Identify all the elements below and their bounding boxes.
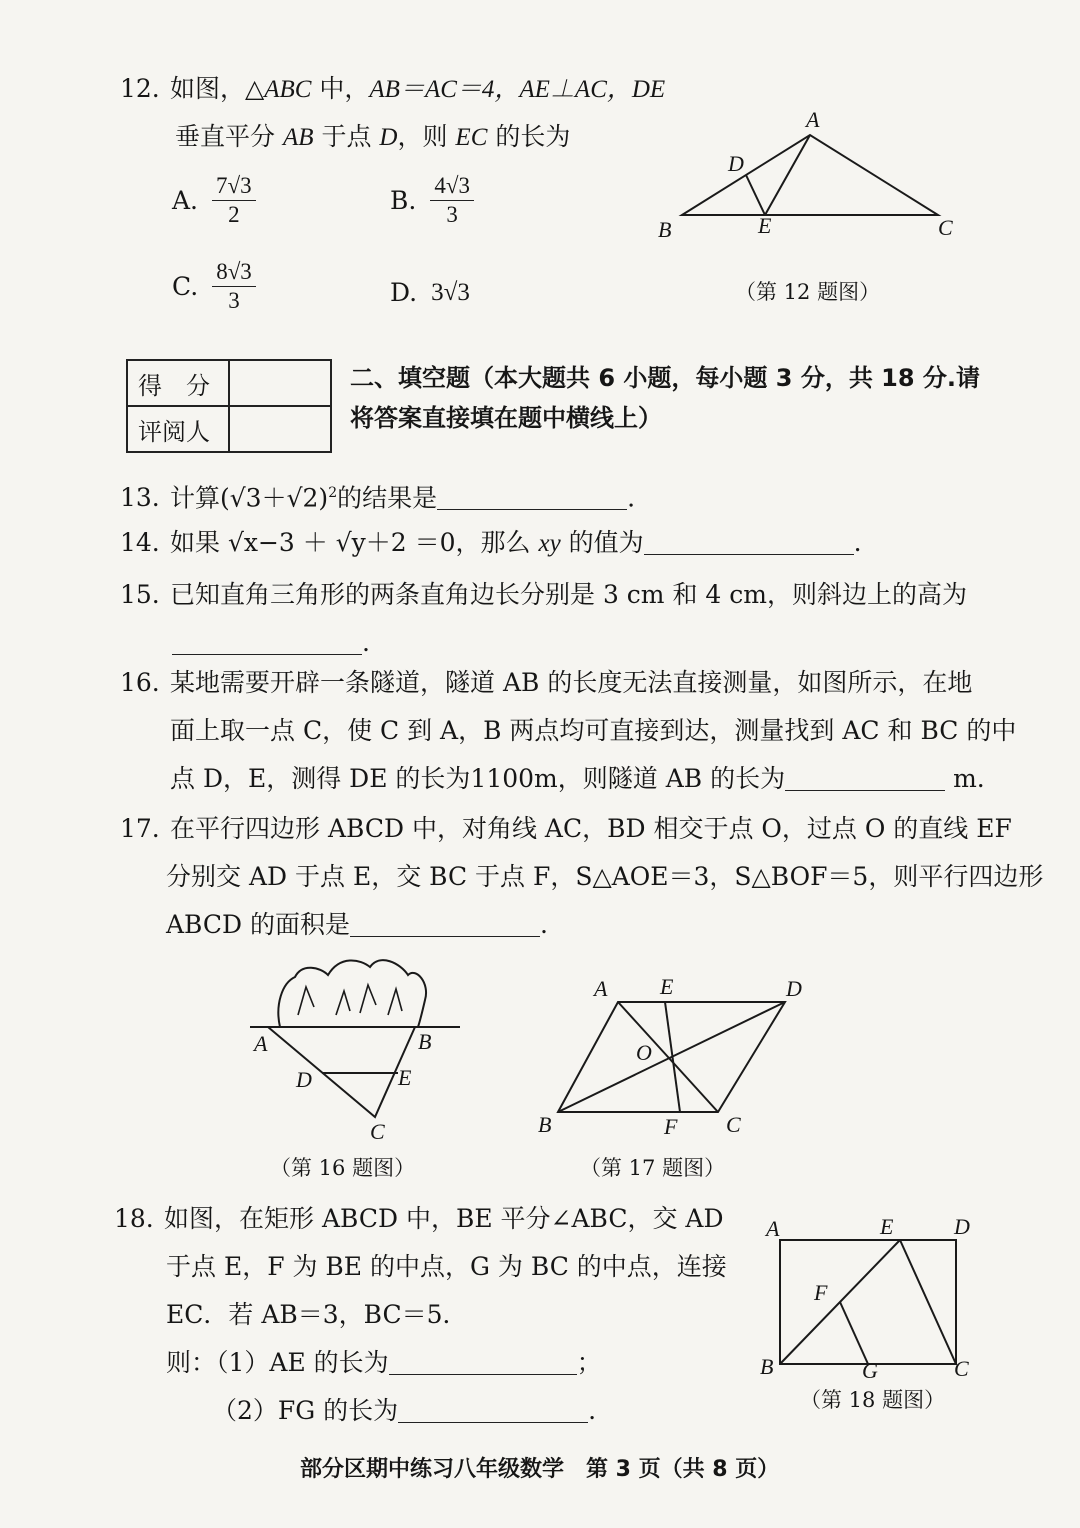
q12-option-b[interactable]: B. $\frac{4√3}{3}$ bbox=[390, 172, 474, 229]
point-label-b: B bbox=[760, 1354, 774, 1379]
page-footer: 部分区期中练习八年级数学 第 3 页（共 8 页） bbox=[300, 1457, 780, 1482]
point-label-e: E bbox=[758, 213, 772, 238]
point-label-e: E bbox=[398, 1065, 412, 1090]
point-label-c: C bbox=[954, 1356, 969, 1381]
q15-answer-blank[interactable] bbox=[172, 628, 362, 655]
q16-line3: 点 D，E，测得 DE 的长为1100m，则隧道 AB 的长为 m. bbox=[170, 764, 985, 793]
point-label-b: B bbox=[418, 1029, 432, 1054]
q16-figure bbox=[240, 945, 480, 1145]
point-label-a: A bbox=[766, 1216, 780, 1241]
point-label-o: O bbox=[636, 1040, 652, 1065]
q18-caption: （第 18 题图） bbox=[800, 1388, 946, 1412]
grader-box[interactable] bbox=[229, 406, 331, 452]
point-label-a: A bbox=[806, 107, 820, 132]
q12-figure bbox=[650, 105, 970, 250]
q12-caption: （第 12 题图） bbox=[735, 280, 881, 304]
q12-option-a[interactable]: A. $\frac{7√3}{2}$ bbox=[172, 172, 256, 229]
q15-line1: 15. 已知直角三角形的两条直角边长分别是 3 cm 和 4 cm，则斜边上的高为 bbox=[120, 580, 967, 609]
q12-line1: 12. 如图，△ABC 中，AB＝AC＝4，AE⊥AC，DE bbox=[120, 72, 665, 107]
grader-label: 评阅人 bbox=[127, 406, 229, 452]
point-label-d: D bbox=[728, 151, 744, 176]
segment-de bbox=[746, 175, 765, 215]
point-label-d: D bbox=[954, 1214, 970, 1239]
point-label-a: A bbox=[594, 976, 608, 1001]
q16-answer-blank[interactable] bbox=[785, 764, 945, 791]
point-label-b: B bbox=[658, 217, 672, 242]
q18-line2: 于点 E，F 为 BE 的中点，G 为 BC 的中点，连接 bbox=[166, 1252, 727, 1281]
fraction: $\frac{7√3}{2}$ bbox=[212, 172, 256, 229]
point-label-b: B bbox=[538, 1112, 552, 1137]
point-label-c: C bbox=[370, 1119, 385, 1144]
q18-answer-blank-2[interactable] bbox=[398, 1396, 588, 1423]
q18-figure bbox=[760, 1210, 980, 1385]
segment-ec bbox=[900, 1240, 956, 1364]
fraction: $\frac{8√3}{3}$ bbox=[212, 258, 256, 315]
score-table bbox=[126, 359, 332, 453]
q17-answer-blank[interactable] bbox=[350, 910, 540, 937]
mountain-hatching bbox=[298, 985, 402, 1015]
mountain-outline bbox=[278, 960, 426, 1027]
q18-sub1: 则：（1）AE 的长为 ； bbox=[166, 1348, 602, 1377]
q18-line1: 18. 如图，在矩形 ABCD 中，BE 平分∠ABC，交 AD bbox=[114, 1204, 724, 1233]
q17-caption: （第 17 题图） bbox=[580, 1156, 726, 1180]
point-label-c: C bbox=[726, 1112, 741, 1137]
score-label: 得 分 bbox=[127, 360, 229, 406]
rectangle-abcd bbox=[780, 1240, 956, 1364]
q12-option-c[interactable]: C. $\frac{8√3}{3}$ bbox=[172, 258, 256, 315]
point-label-d: D bbox=[786, 976, 802, 1001]
q16-caption: （第 16 题图） bbox=[270, 1156, 416, 1180]
q13-line: 13. 计算$(√3+√2)^2$的结果是 . bbox=[120, 483, 636, 513]
q13-answer-blank[interactable] bbox=[437, 483, 627, 510]
fraction: $\frac{4√3}{3}$ bbox=[430, 172, 474, 229]
segment-fg bbox=[840, 1302, 868, 1364]
q18-sub2: （2）FG 的长为 . bbox=[212, 1396, 597, 1425]
q17-line3: ABCD 的面积是 . bbox=[166, 910, 548, 939]
q12-option-d[interactable]: D. 3√3 bbox=[390, 278, 470, 307]
point-label-a: A bbox=[254, 1031, 268, 1056]
point-label-c: C bbox=[938, 215, 953, 240]
point-label-g: G bbox=[862, 1358, 878, 1383]
q16-line2: 面上取一点 C，使 C 到 A，B 两点均可直接到达，测量找到 AC 和 BC 的中 bbox=[170, 716, 1017, 745]
q14-line: 14. 如果 √x−3 ＋ √y＋2 ＝0，那么 xy 的值为 . bbox=[120, 528, 862, 557]
q17-line2: 分别交 AD 于点 E，交 BC 于点 F，S△AOE＝3，S△BOF＝5，则平行四边形 bbox=[166, 862, 1044, 891]
score-box[interactable] bbox=[229, 360, 331, 406]
section-heading: 二、填空题（本大题共 6 小题，每小题 3 分，共 18 分.请 将答案直接填在题中横线上） bbox=[350, 364, 981, 432]
point-label-e: E bbox=[660, 974, 674, 999]
q16-line1: 16. 某地需要开辟一条隧道，隧道 AB 的长度无法直接测量，如图所示，在地 bbox=[120, 668, 973, 697]
point-label-d: D bbox=[296, 1067, 312, 1092]
q18-answer-blank-1[interactable] bbox=[389, 1348, 577, 1375]
q12-number: 12. bbox=[120, 74, 160, 103]
q15-line2: . bbox=[172, 626, 370, 660]
q17-line1: 17. 在平行四边形 ABCD 中，对角线 AC，BD 相交于点 O，过点 O 的直线 EF bbox=[120, 814, 1012, 843]
q18-line3: EC．若 AB＝3，BC＝5． bbox=[166, 1300, 468, 1329]
q17-figure bbox=[530, 970, 830, 1145]
point-label-f: F bbox=[664, 1114, 678, 1139]
triangle-abc bbox=[682, 135, 938, 215]
point-label-e: E bbox=[880, 1214, 894, 1239]
segment-ae bbox=[765, 135, 810, 215]
q12-line2: 垂直平分 AB 于点 D，则 EC 的长为 bbox=[175, 122, 571, 151]
q14-answer-blank[interactable] bbox=[644, 528, 854, 555]
point-label-f: F bbox=[814, 1280, 828, 1305]
